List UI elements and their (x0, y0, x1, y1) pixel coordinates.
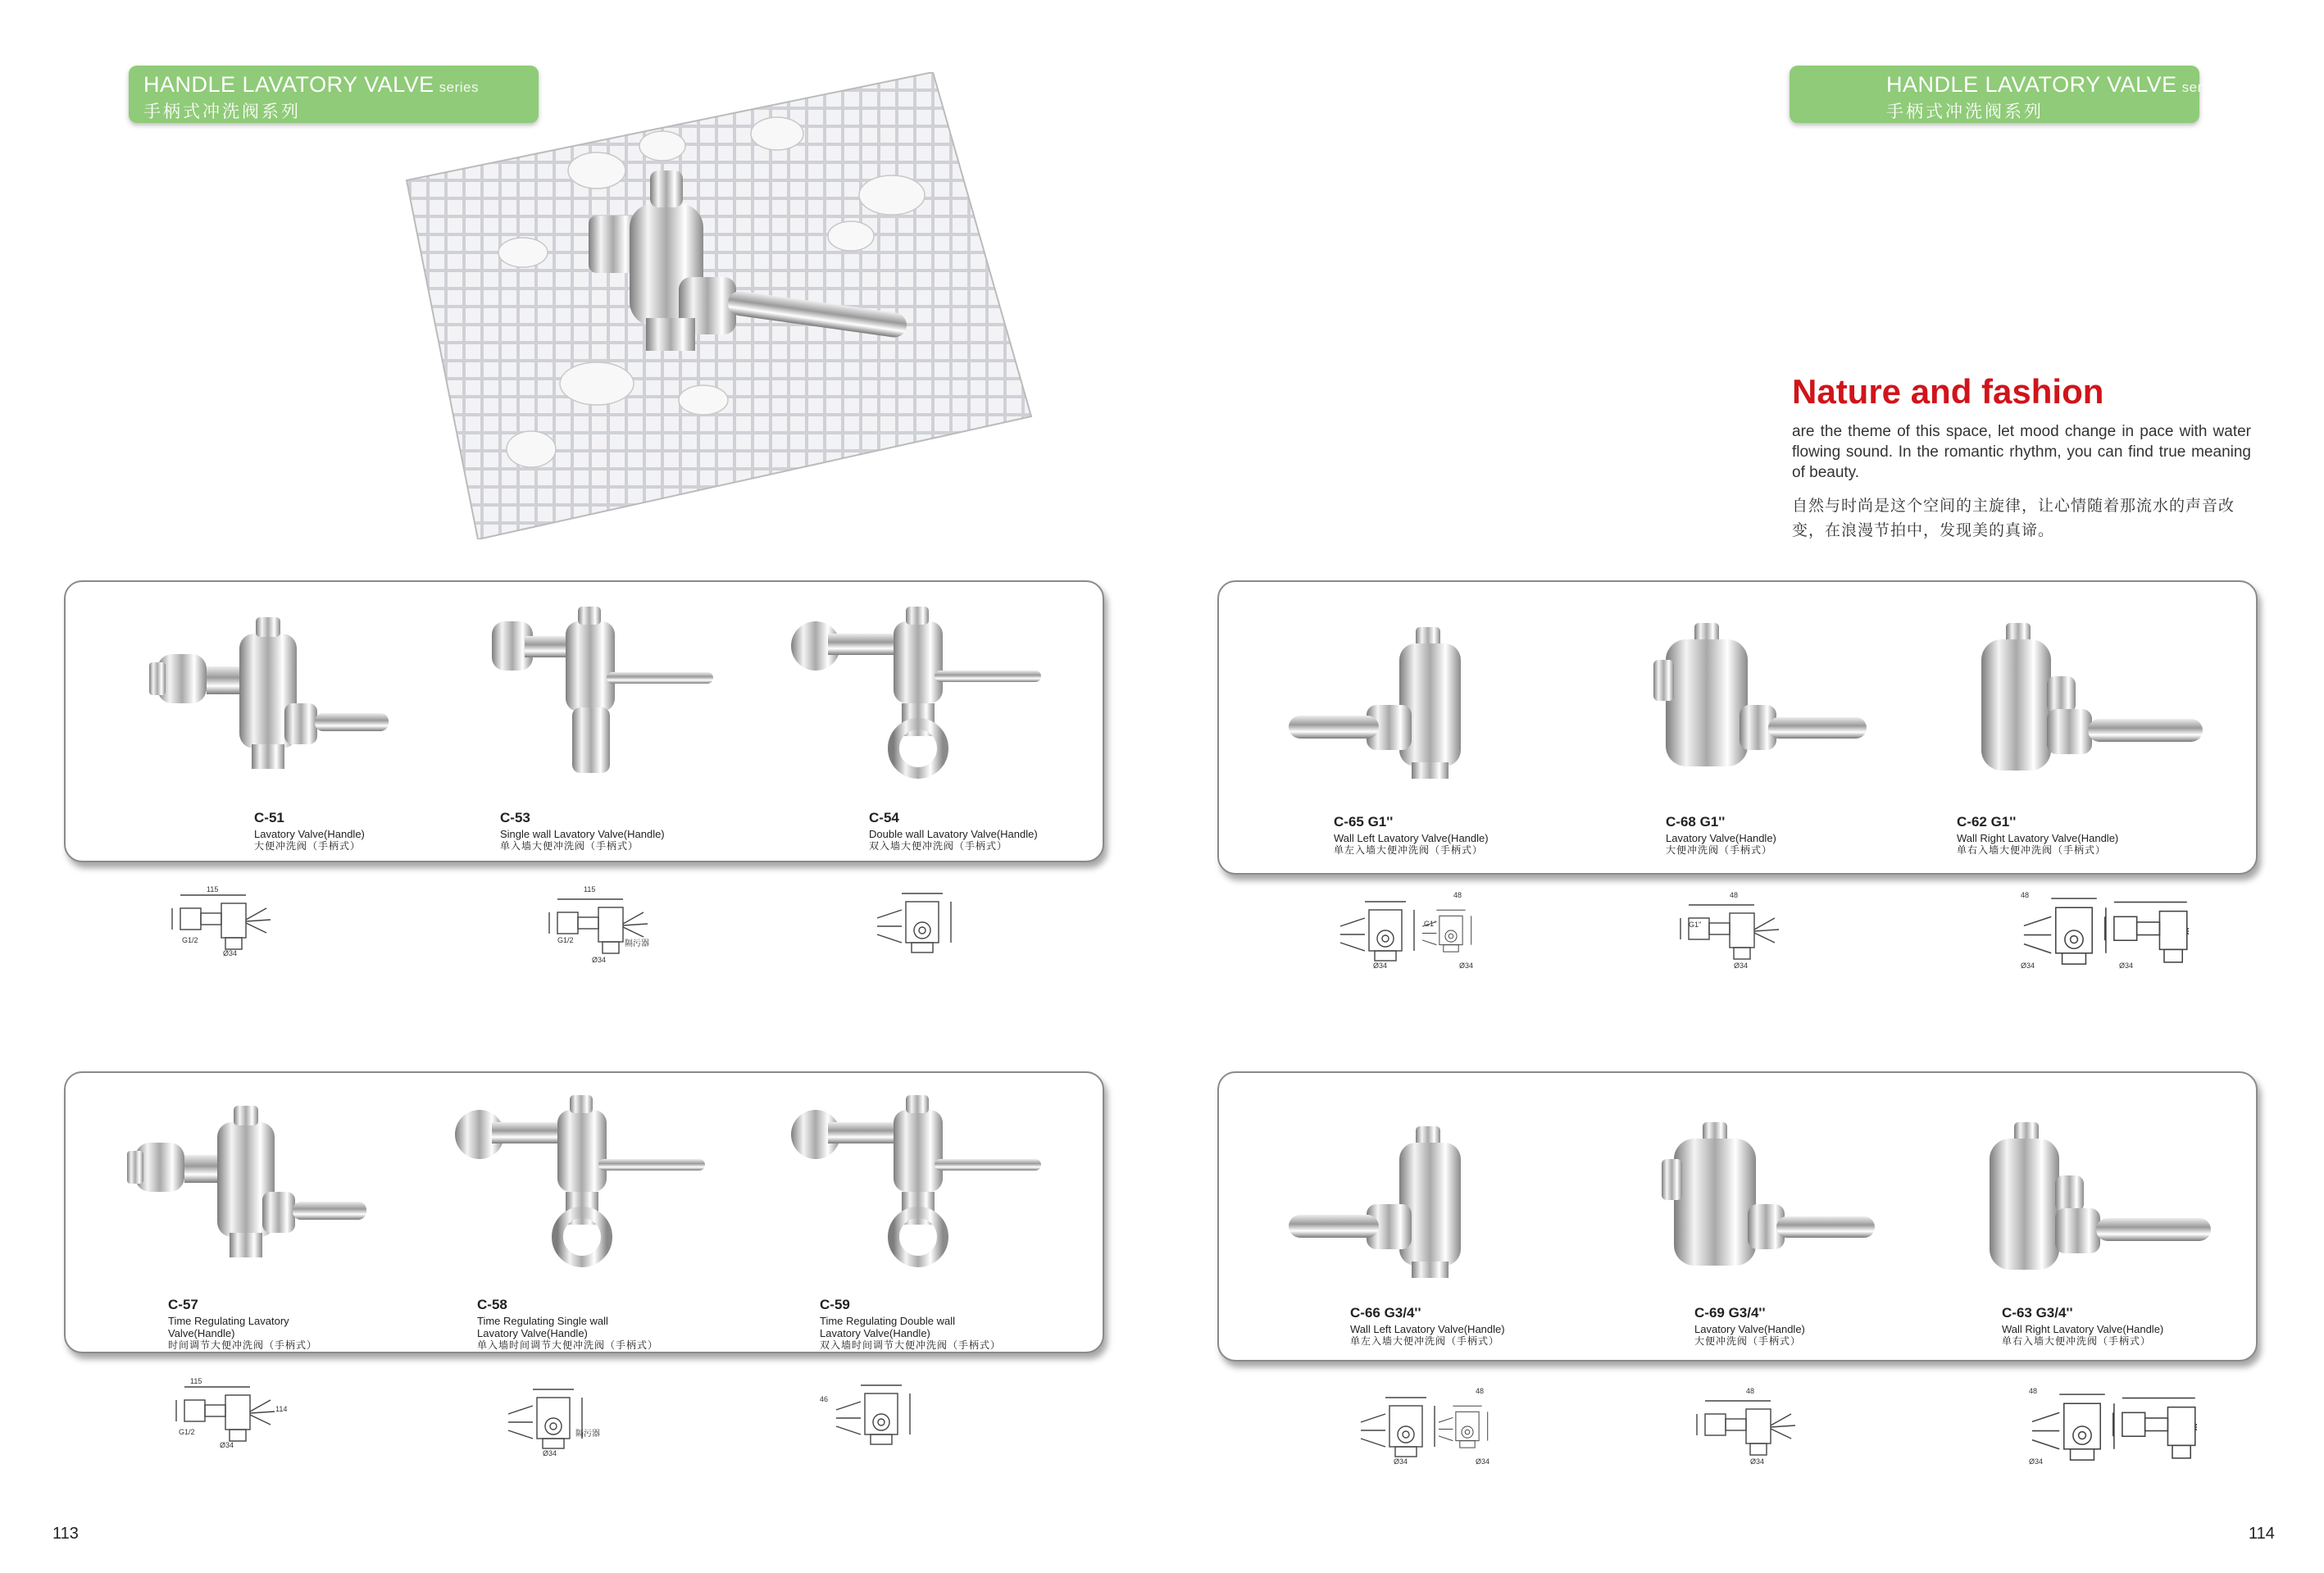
dim-width: 115 (207, 885, 219, 893)
tech-drawing-c54 (853, 885, 992, 959)
tech-drawing-c57 (156, 1375, 303, 1449)
valve-icon (475, 605, 771, 793)
product-card[interactable] (443, 1093, 738, 1351)
product-desc: Wall Left Lavatory Valve(Handle) 单左入墙大便冲洗阀（手柄式） (1334, 832, 1489, 856)
product-desc: Lavatory Valve(Handle) 大便冲洗阀（手柄式） (1666, 832, 1776, 856)
tech-drawing-c58 (484, 1377, 623, 1459)
tech-drawing-c62 (1959, 889, 2189, 971)
tech-drawing-c66-front (1439, 1385, 1537, 1467)
dim-width: 48 (1453, 891, 1462, 899)
product-card[interactable] (1621, 611, 1916, 857)
product-card[interactable] (475, 605, 771, 851)
dim-height: 46 (820, 1395, 829, 1403)
tech-drawing-c51 (156, 884, 295, 957)
product-code: C-66 G3/4'' (1350, 1305, 1421, 1321)
dim-diameter: Ø34 (223, 949, 238, 957)
dim-width: 115 (190, 1377, 202, 1385)
valve-icon (1629, 1110, 1924, 1298)
intro-body-en: are the theme of this space, let mood change in pace with water flowing sound. In the romantic rhythm, you can find true meaning of beauty. (1792, 423, 2251, 481)
product-card[interactable] (102, 1093, 398, 1351)
product-card[interactable] (1957, 611, 2252, 857)
separator-label: 隔污器 (575, 1430, 600, 1439)
product-card[interactable] (125, 605, 420, 851)
tech-drawing-c59 (812, 1377, 951, 1451)
headline: Nature and fashion (1792, 372, 2104, 411)
product-code: C-69 G3/4'' (1694, 1305, 1766, 1321)
dim-width: 48 (2021, 891, 2030, 899)
product-code: C-62 G1'' (1957, 814, 2017, 830)
dim-width: 48 (1746, 1387, 1755, 1395)
dim-diameter: Ø34 (1373, 962, 1388, 970)
dim-diameter: Ø34 (2021, 962, 2035, 970)
product-desc: Wall Right Lavatory Valve(Handle) 单右入墙大便冲洗阀（手柄式） (2002, 1323, 2164, 1347)
product-card[interactable] (1285, 1110, 1580, 1356)
valve-icon (779, 1093, 1074, 1282)
valve-icon (102, 1093, 398, 1282)
product-code: C-63 G3/4'' (2002, 1305, 2073, 1321)
dim-width: 48 (2029, 1387, 2038, 1395)
banner-subtitle-cn: 手柄式冲洗阀系列 (143, 102, 301, 121)
product-card[interactable] (1965, 1110, 2260, 1356)
valve-icon (1965, 1110, 2260, 1298)
dim-diameter: Ø34 (1750, 1457, 1765, 1466)
product-desc: Wall Left Lavatory Valve(Handle) 单左入墙大便冲洗阀（手柄式） (1350, 1323, 1505, 1347)
separator-label: 隔污器 (625, 939, 649, 948)
product-desc: Lavatory Valve(Handle) 大便冲洗阀（手柄式） (1694, 1323, 1805, 1347)
tech-drawing-c65-front (1422, 889, 1521, 971)
dim-thread: G1/2 (179, 1428, 195, 1436)
product-panel-bottom-left (64, 1071, 1104, 1353)
dim-diameter: Ø34 (2029, 1457, 2044, 1466)
product-code: C-58 (477, 1297, 507, 1312)
product-desc: Single wall Lavatory Valve(Handle) 单入墙大便冲洗阀（手柄式） (500, 828, 665, 852)
product-desc: Lavatory Valve(Handle) 大便冲洗阀（手柄式） (254, 828, 365, 852)
product-desc: Time Regulating Single wall Lavatory Valve(Handle) 单入墙时间调节大便冲洗阀（手柄式） (477, 1315, 659, 1351)
dim-height: 114 (275, 1405, 288, 1413)
product-panel-top-right (1217, 580, 2258, 875)
tech-drawing-c69 (1680, 1385, 1820, 1467)
dim-diameter: Ø34 (1476, 1457, 1490, 1466)
product-card[interactable] (1629, 1110, 1924, 1356)
tech-drawing-c63 (1967, 1385, 2197, 1467)
product-panel-top-left (64, 580, 1104, 862)
product-code: C-54 (869, 810, 899, 825)
product-code: C-65 G1'' (1334, 814, 1394, 830)
product-code: C-68 G1'' (1666, 814, 1726, 830)
hero-product-photo (392, 72, 1039, 539)
valve-icon (443, 1093, 738, 1282)
tech-drawing-c53 (533, 884, 672, 966)
dim-thread: G1'' (1689, 921, 1702, 929)
dim-width: 48 (1730, 891, 1739, 899)
dim-diameter: Ø34 (1394, 1457, 1408, 1466)
dim-diameter: Ø34 (1459, 962, 1474, 970)
dim-thread: G1/2 (557, 936, 574, 944)
product-desc: Wall Right Lavatory Valve(Handle) 单右入墙大便冲洗阀（手柄式） (1957, 832, 2119, 856)
valve-icon (125, 605, 420, 793)
product-desc: Time Regulating Lavatory Valve(Handle) 时间调节大便冲洗阀（手柄式） (168, 1315, 318, 1351)
dim-diameter: Ø34 (2119, 962, 2134, 970)
page-number-right: 114 (2249, 1525, 2275, 1543)
banner-title: HANDLE LAVATORY VALVE series (143, 72, 480, 97)
dim-width: 48 (1476, 1387, 1485, 1395)
valve-icon (1285, 611, 1580, 799)
product-desc: Time Regulating Double wall Lavatory Valve(Handle) 双入墙时间调节大便冲洗阀（手柄式） (820, 1315, 1002, 1351)
dim-thread: G1'' (1424, 920, 1437, 928)
product-card[interactable] (779, 1093, 1074, 1351)
intro-body-cn: 自然与时尚是这个空间的主旋律，让心情随着那流水的声音改变，在浪漫节拍中，发现美的真谛。 (1792, 498, 2235, 539)
valve-icon (1957, 611, 2252, 799)
valve-icon (1285, 1110, 1580, 1298)
product-code: C-53 (500, 810, 530, 825)
product-code: C-59 (820, 1297, 850, 1312)
product-card[interactable] (779, 605, 1074, 851)
banner-subtitle-cn: 手柄式冲洗阀系列 (1886, 102, 2044, 121)
dim-diameter: Ø34 (220, 1441, 234, 1449)
dim-diameter: Ø34 (543, 1449, 557, 1457)
dim-thread: G1/2 (182, 936, 198, 944)
series-banner-right (1790, 66, 2222, 123)
product-card[interactable] (1285, 611, 1580, 857)
dim-diameter: Ø34 (1734, 962, 1749, 970)
dim-width: 115 (584, 885, 596, 893)
banner-title: HANDLE LAVATORY VALVE series (1886, 72, 2222, 97)
product-desc: Double wall Lavatory Valve(Handle) 双入墙大便冲洗阀（手柄式） (869, 828, 1038, 852)
valve-icon (1621, 611, 1916, 799)
dim-diameter: Ø34 (592, 956, 607, 964)
product-code: C-57 (168, 1297, 198, 1312)
product-code: C-51 (254, 810, 284, 825)
tech-drawing-c68 (1664, 889, 1803, 971)
valve-icon (779, 605, 1074, 793)
product-panel-bottom-right (1217, 1071, 2258, 1362)
page-number-left: 113 (52, 1525, 79, 1543)
